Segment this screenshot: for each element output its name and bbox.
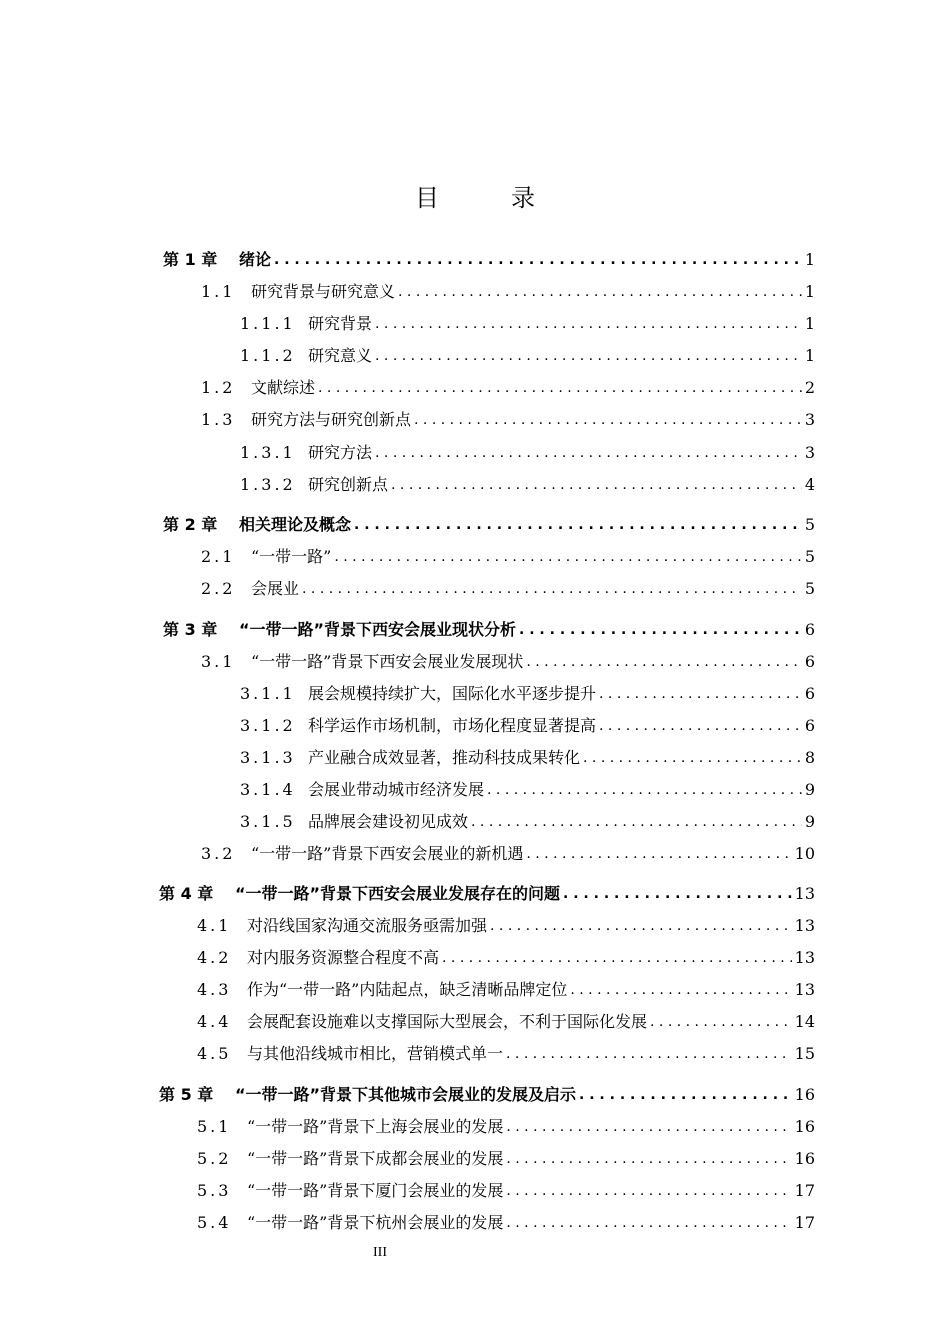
toc-entry-number: 1.3.2	[240, 475, 296, 494]
toc-entry-title: 与其他沿线城市相比，营销模式单一	[247, 1044, 504, 1063]
toc-leader-dots	[579, 1085, 792, 1105]
toc-leader-dots	[375, 346, 802, 366]
toc-chapter-entry[interactable]	[163, 246, 815, 270]
toc-entry-title: 产业融合成效显著，推动科技成果转化	[308, 748, 581, 767]
toc-leader-dots	[570, 980, 791, 1000]
toc-section-entry[interactable]	[197, 1040, 815, 1064]
toc-section-entry[interactable]	[201, 406, 815, 430]
toc-leader-dots	[414, 410, 802, 430]
toc-entry-page: 17	[794, 1181, 815, 1200]
toc-entry-page: 16	[794, 1117, 815, 1136]
toc-entry-page: 6	[804, 716, 815, 735]
toc-leader-dots	[334, 547, 801, 567]
toc-entry-page: 1	[804, 250, 815, 269]
toc-leader-dots	[391, 475, 802, 495]
toc-leader-dots	[442, 948, 792, 968]
toc-chapter-entry[interactable]	[163, 511, 815, 535]
toc-entry-page: 3	[804, 443, 815, 462]
toc-entry-page: 13	[794, 916, 815, 935]
toc-entry-title: 展会规模持续扩大，国际化水平逐步提升	[308, 684, 597, 703]
toc-leader-dots	[302, 579, 802, 599]
toc-section-entry[interactable]	[197, 1113, 815, 1137]
toc-leader-dots	[506, 1213, 791, 1233]
toc-leader-dots	[375, 443, 802, 463]
toc-leader-dots	[526, 652, 801, 672]
toc-entry-title: “一带一路”背景下杭州会展业的发展	[247, 1213, 504, 1232]
toc-entry-number: 5.4	[197, 1213, 232, 1232]
toc-entry-number: 4.2	[197, 948, 232, 967]
toc-entry-page: 13	[794, 980, 815, 999]
toc-section-entry[interactable]	[197, 944, 815, 968]
page-number: III	[373, 1245, 387, 1260]
toc-entry-title: “一带一路”背景下西安会展业现状分析	[239, 620, 517, 639]
toc-entry-title: 会展业带动城市经济发展	[308, 780, 485, 799]
toc-entry-page: 1	[804, 346, 815, 365]
toc-entry-page: 8	[804, 748, 815, 767]
toc-entry-page: 3	[804, 410, 815, 429]
toc-leader-dots	[490, 916, 792, 936]
toc-entry-number: 3.1.5	[240, 812, 296, 831]
toc-entry-title: “一带一路”背景下厦门会展业的发展	[247, 1181, 504, 1200]
toc-entry-page: 17	[794, 1213, 815, 1232]
toc-entry-number: 第 4 章	[159, 884, 214, 903]
toc-entry-title: 对沿线国家沟通交流服务亟需加强	[247, 916, 488, 935]
toc-entry-number: 2.1	[201, 547, 236, 566]
toc-entry-title: 文献综述	[251, 378, 316, 397]
toc-leader-dots	[398, 282, 802, 302]
toc-leader-dots	[354, 515, 802, 535]
toc-section-entry[interactable]	[240, 342, 815, 366]
toc-section-entry[interactable]	[197, 976, 815, 1000]
toc-section-entry[interactable]	[240, 776, 815, 800]
toc-entry-page: 16	[794, 1149, 815, 1168]
toc-entry-title: 研究创新点	[308, 475, 389, 494]
toc-section-entry[interactable]	[240, 680, 815, 704]
toc-section-entry[interactable]	[201, 278, 815, 302]
toc-entry-page: 6	[804, 684, 815, 703]
toc-entry-page: 1	[804, 314, 815, 333]
toc-section-entry[interactable]	[240, 471, 815, 495]
toc-entry-number: 2.2	[201, 579, 236, 598]
toc-entry-page: 13	[794, 948, 815, 967]
toc-entry-number: 1.3.1	[240, 443, 296, 462]
toc-entry-number: 3.1	[201, 652, 236, 671]
toc-entry-number: 第 5 章	[159, 1085, 214, 1104]
toc-entry-number: 1.3	[201, 410, 236, 429]
toc-entry-title: “一带一路”背景下上海会展业的发展	[247, 1117, 504, 1136]
toc-entry-title: 研究意义	[308, 346, 373, 365]
toc-entry-title: 会展配套设施难以支撑国际大型展会，不利于国际化发展	[247, 1012, 648, 1031]
toc-section-entry[interactable]	[240, 808, 815, 832]
toc-leader-dots	[487, 780, 802, 800]
toc-entry-title: “一带一路”背景下西安会展业发展存在的问题	[235, 884, 561, 903]
toc-entry-number: 3.1.1	[240, 684, 296, 703]
toc-entry-title: “一带一路”	[251, 547, 332, 566]
toc-section-entry[interactable]	[197, 1177, 815, 1201]
toc-entry-number: 5.2	[197, 1149, 232, 1168]
toc-leader-dots	[599, 684, 802, 704]
toc-entry-page: 5	[804, 579, 815, 598]
toc-section-entry[interactable]	[201, 374, 815, 398]
toc-entry-number: 1.2	[201, 378, 236, 397]
toc-entry-title: 研究方法与研究创新点	[251, 410, 412, 429]
toc-entry-number: 第 1 章	[163, 250, 218, 269]
toc-entry-page: 6	[804, 620, 815, 639]
toc-entry-title: 会展业	[251, 579, 300, 598]
toc-section-entry[interactable]	[197, 1145, 815, 1169]
toc-entry-page: 14	[794, 1012, 815, 1031]
toc-leader-dots	[506, 1117, 791, 1137]
toc-chapter-entry[interactable]	[163, 616, 815, 640]
page-title: 目 录	[415, 184, 559, 212]
toc-entry-page: 4	[804, 475, 815, 494]
toc-entry-number: 3.2	[201, 844, 236, 863]
toc-section-entry[interactable]	[201, 648, 815, 672]
toc-entry-page: 9	[804, 812, 815, 831]
toc-leader-dots	[563, 884, 792, 904]
toc-entry-title: 品牌展会建设初见成效	[308, 812, 469, 831]
toc-section-entry[interactable]	[197, 912, 815, 936]
toc-chapter-entry[interactable]	[159, 1081, 815, 1105]
toc-entry-page: 1	[804, 282, 815, 301]
toc-entry-title: 研究方法	[308, 443, 373, 462]
toc-entry-page: 10	[794, 844, 815, 863]
toc-entry-page: 5	[804, 547, 815, 566]
toc-leader-dots	[471, 812, 802, 832]
toc-chapter-entry[interactable]	[159, 880, 815, 904]
toc-entry-number: 4.5	[197, 1044, 232, 1063]
toc-leader-dots	[318, 378, 802, 398]
toc-leader-dots	[274, 250, 802, 270]
toc-entry-number: 3.1.3	[240, 748, 296, 767]
toc-entry-page: 9	[804, 780, 815, 799]
toc-leader-dots	[506, 1181, 791, 1201]
toc-leader-dots	[650, 1012, 792, 1032]
toc-entry-number: 5.3	[197, 1181, 232, 1200]
toc-entry-title: 科学运作市场机制，市场化程度显著提高	[308, 716, 597, 735]
toc-entry-page: 15	[794, 1044, 815, 1063]
toc-entry-number: 3.1.2	[240, 716, 296, 735]
toc-entry-title: 绪论	[239, 250, 272, 269]
toc-leader-dots	[506, 1149, 791, 1169]
toc-entry-title: “一带一路”背景下其他城市会展业的发展及启示	[235, 1085, 577, 1104]
toc-entry-title: 作为“一带一路”内陆起点，缺乏清晰品牌定位	[247, 980, 568, 999]
toc-leader-dots	[506, 1044, 792, 1064]
toc-section-entry[interactable]	[197, 1008, 815, 1032]
toc-entry-number: 1.1	[201, 282, 236, 301]
toc-leader-dots	[599, 716, 802, 736]
toc-entry-number: 第 2 章	[163, 515, 218, 534]
toc-entry-title: 研究背景	[308, 314, 373, 333]
toc-section-entry[interactable]	[240, 310, 815, 334]
toc-leader-dots	[583, 748, 802, 768]
toc-leader-dots	[519, 620, 802, 640]
toc-entry-page: 13	[794, 884, 815, 903]
toc-entry-title: 研究背景与研究意义	[251, 282, 396, 301]
toc-entry-number: 1.1.2	[240, 346, 296, 365]
toc-entry-title: “一带一路”背景下成都会展业的发展	[247, 1149, 504, 1168]
toc-section-entry[interactable]	[240, 439, 815, 463]
toc-entry-number: 第 3 章	[163, 620, 218, 639]
toc-entry-title: 对内服务资源整合程度不高	[247, 948, 440, 967]
toc-section-entry[interactable]	[197, 1209, 815, 1233]
toc-entry-number: 4.1	[197, 916, 232, 935]
toc-entry-title: “一带一路”背景下西安会展业发展现状	[251, 652, 524, 671]
toc-entry-number: 1.1.1	[240, 314, 296, 333]
toc-leader-dots	[526, 844, 791, 864]
toc-entry-title: “一带一路”背景下西安会展业的新机遇	[251, 844, 524, 863]
toc-section-entry[interactable]	[201, 840, 815, 864]
toc-section-entry[interactable]	[240, 712, 815, 736]
toc-entry-number: 5.1	[197, 1117, 232, 1136]
toc-entry-number: 4.4	[197, 1012, 232, 1031]
toc-leader-dots	[375, 314, 802, 334]
toc-entry-page: 6	[804, 652, 815, 671]
toc-section-entry[interactable]	[201, 575, 815, 599]
toc-section-entry[interactable]	[240, 744, 815, 768]
toc-entry-title: 相关理论及概念	[239, 515, 352, 534]
toc-entry-page: 5	[804, 515, 815, 534]
toc-entry-number: 3.1.4	[240, 780, 296, 799]
toc-entry-number: 4.3	[197, 980, 232, 999]
toc-section-entry[interactable]	[201, 543, 815, 567]
toc-entry-page: 16	[794, 1085, 815, 1104]
toc-entry-page: 2	[804, 378, 815, 397]
